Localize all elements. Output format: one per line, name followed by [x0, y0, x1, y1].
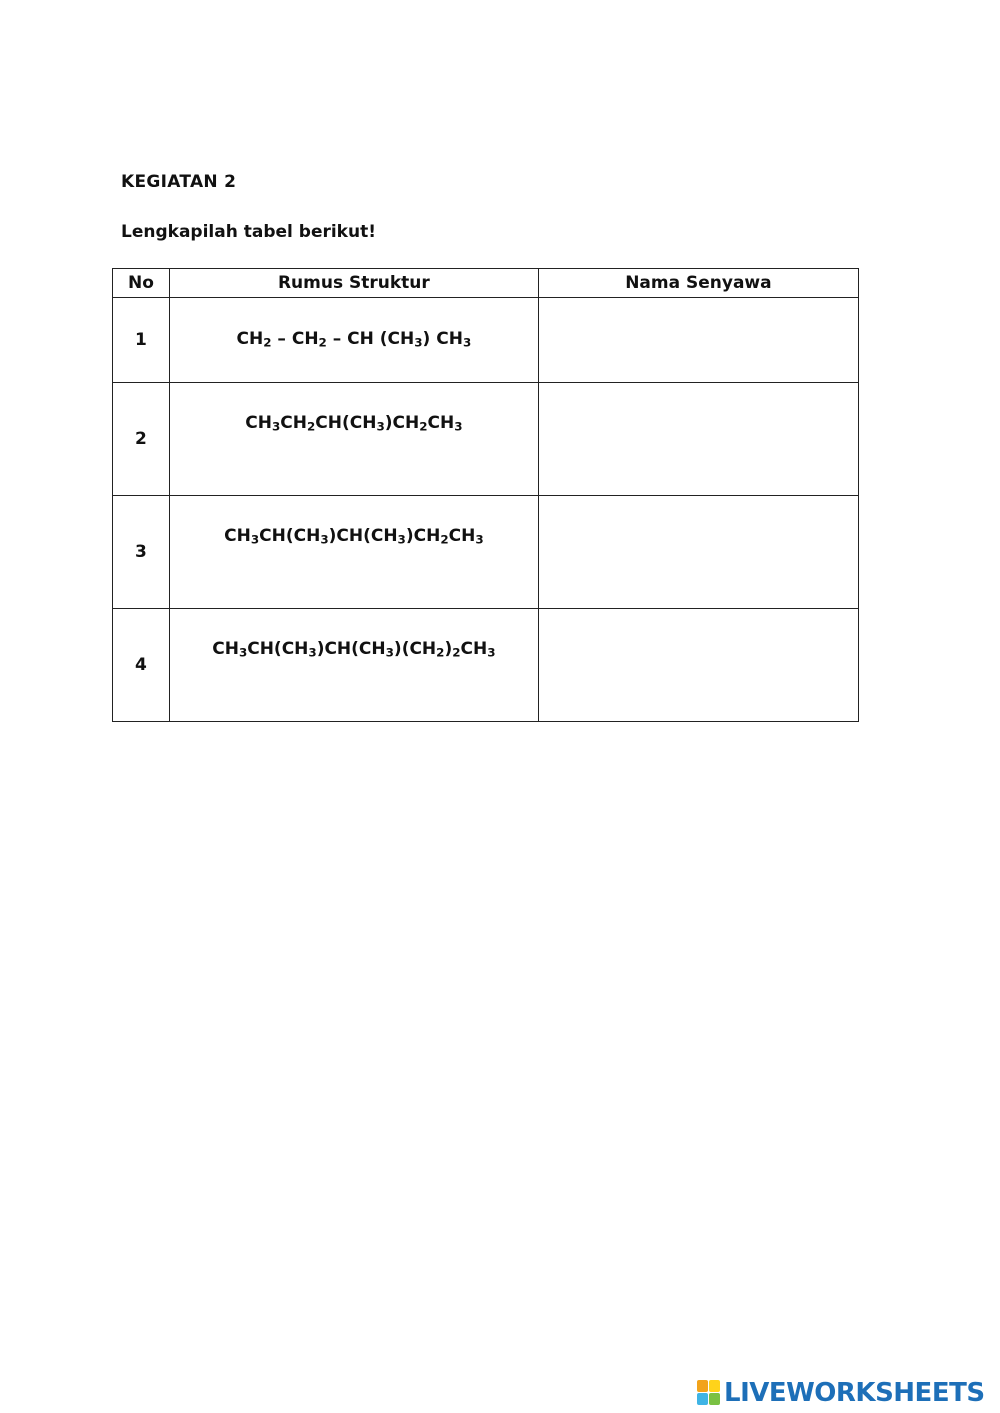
structural-formula: $CH_3CH(CH_3)CH(CH_3)(CH_2)_2CH_3$ [212, 639, 496, 660]
compound-name-answer[interactable] [538, 496, 858, 609]
row-number: 4 [113, 609, 170, 722]
compound-table [112, 268, 859, 722]
structural-formula: $CH_3CH(CH_3)CH(CH_3)CH_2CH_3$ [224, 526, 484, 547]
table-header-row [113, 269, 859, 298]
structural-formula-cell [169, 298, 538, 383]
compound-name-answer[interactable] [538, 298, 858, 383]
activity-heading: KEGIATAN 2 [121, 172, 237, 192]
logo-text: LIVEWORKSHEETS [724, 1378, 985, 1408]
instruction-text: Lengkapilah tabel berikut! [121, 222, 376, 242]
structural-formula-cell [169, 609, 538, 722]
row-number: 3 [113, 496, 170, 609]
liveworksheets-logo [697, 1376, 985, 1410]
structural-formula-cell [169, 383, 538, 496]
structural-formula-cell [169, 496, 538, 609]
row-number: 1 [113, 298, 170, 383]
table-row [113, 383, 859, 496]
liveworksheets-logo-icon [697, 1380, 721, 1406]
table-row [113, 298, 859, 383]
compound-name-answer[interactable] [538, 609, 858, 722]
structural-formula: $CH_3CH_2CH(CH_3)CH_2CH_3$ [245, 413, 463, 434]
row-number: 2 [113, 383, 170, 496]
header-structural-formula: Rumus Struktur [169, 269, 538, 298]
header-compound-name: Nama Senyawa [538, 269, 858, 298]
header-no: No [113, 269, 170, 298]
table-row [113, 609, 859, 722]
structural-formula: $CH_2 - CH_2$ – CH $(CH_3)$ $CH_3$ [236, 329, 472, 350]
table-row [113, 496, 859, 609]
compound-name-answer[interactable] [538, 383, 858, 496]
